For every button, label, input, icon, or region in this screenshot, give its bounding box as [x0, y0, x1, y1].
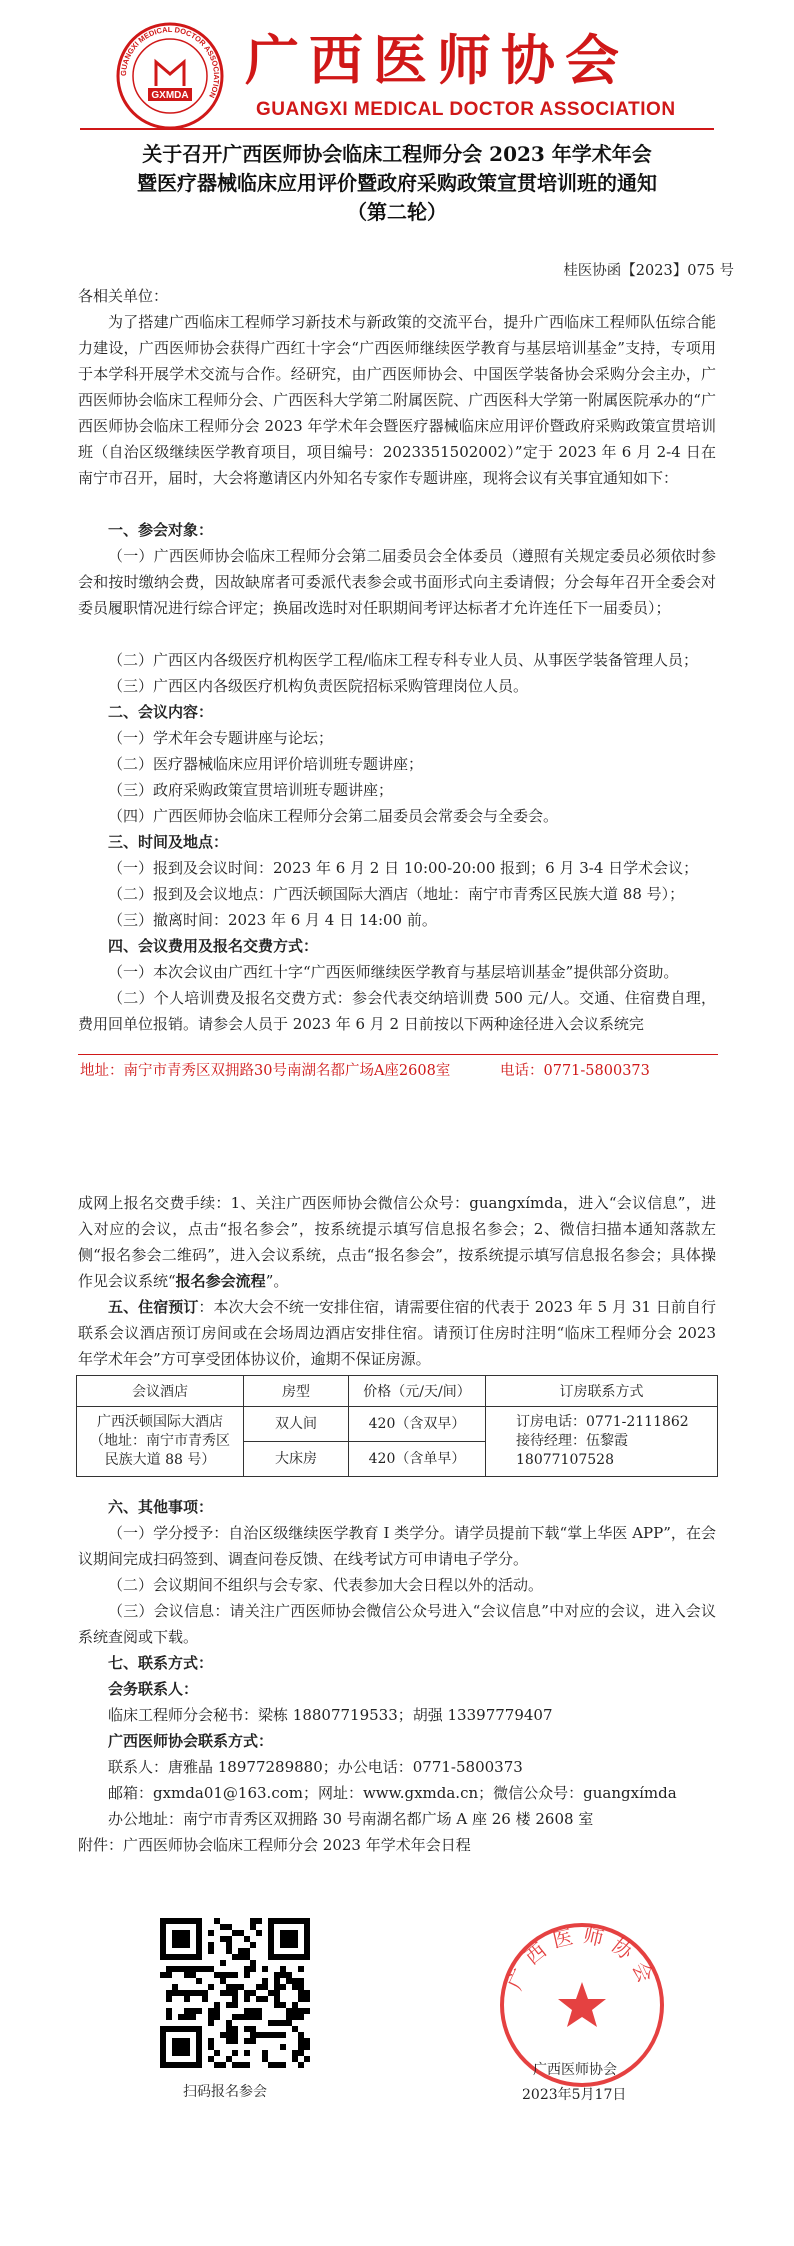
contact-sub-heading-1: 会务联系人： — [108, 1680, 199, 1698]
title-line-1: 关于召开广西医师协会临床工程师分会 2023 年学术年会 — [142, 142, 652, 166]
hotel-address-2: 民族大道 88 号） — [104, 1452, 216, 1468]
attachment-note: 附件：广西医师协会临床工程师分会 2023 年学术年会日程 — [78, 1836, 471, 1854]
logo-text: GXMDA — [151, 90, 189, 101]
section-1-item-1: （一）广西医师协会临床工程师分会第二届委员会全体委员（遵照有关规定委员必须依时参会和按时缴纳会费，因故缺席者可委派代表参会或书面形式向主委请假；分会每年召开全委会对委员履职情况进行综合评定；换届改选时对任职期间考评达标者才允许连任下一届委员）； — [78, 547, 716, 617]
footer-divider — [78, 1054, 718, 1055]
registration-flow-link: 报名参会流程 — [175, 1272, 266, 1290]
table-header-room-type: 房型 — [244, 1376, 349, 1407]
section-2-item-3: （三）政府采购政策宣贯培训班专题讲座； — [108, 781, 394, 799]
table-header-price: 价格（元/天/间） — [349, 1376, 486, 1407]
price-cell: 420（含双早） — [349, 1407, 486, 1442]
booking-phone: 订房电话：0771-2111862 — [516, 1414, 689, 1430]
registration-text-end: ”。 — [265, 1272, 289, 1290]
table-row — [77, 1407, 718, 1442]
section-5-paragraph — [78, 1294, 716, 1372]
contact-email-web: 邮箱：gxmda01@163.com；网址：www.gxmda.cn；微信公众号：guangxímda — [108, 1784, 677, 1802]
section-6-item-2: （二）会议期间不组织与会专家、代表参加大会日程以外的活动。 — [108, 1576, 544, 1594]
logo-ring-text: GUANGXI MEDICAL DOCTOR ASSOCIATION — [118, 24, 222, 100]
contact-sub-heading-2: 广西医师协会联系方式： — [108, 1732, 274, 1750]
contact-office-address: 办公地址：南宁市青秀区双拥路 30 号南湖名都广场 A 座 26 楼 2608 室 — [108, 1810, 594, 1828]
hotel-cell — [77, 1407, 244, 1477]
org-name-en: GUANGXI MEDICAL DOCTOR ASSOCIATION — [256, 99, 676, 120]
room-type-cell: 大床房 — [244, 1442, 349, 1477]
hotel-name: 广西沃顿国际大酒店 — [97, 1414, 223, 1430]
table-header-row — [77, 1376, 718, 1407]
section-4-item-2-part-2 — [78, 1190, 716, 1294]
registration-qr-code[interactable] — [160, 1918, 310, 2068]
title-line-2: 暨医疗器械临床应用评价暨政府采购政策宣贯培训班的通知 — [137, 171, 657, 195]
table-header-contact: 订房联系方式 — [486, 1376, 718, 1407]
section-5-heading: 五、住宿预订 — [108, 1298, 199, 1316]
section-6-item-3: （三）会议信息：请关注广西医师协会微信公众号进入“会议信息”中对应的会议，进入会议系统查阅或下载。 — [78, 1602, 716, 1646]
header-divider — [80, 128, 714, 130]
section-4-item-1: （一）本次会议由广西红十字“广西医师继续医学教育与基层培训基金”提供部分资助。 — [108, 963, 679, 981]
contact-cell — [486, 1407, 718, 1477]
signature-org: 广西医师协会 — [533, 2062, 617, 2078]
contact-secretary: 临床工程师分会秘书：梁栋 18807719533；胡强 13397779407 — [108, 1706, 553, 1724]
section-3-heading: 三、时间及地点： — [108, 833, 229, 851]
section-6-item-1: （一）学分授予：自治区级继续医学教育 I 类学分。请学员提前下载“掌上华医 APP”，在会议期间完成扫码签到、调查问卷反馈、在线考试方可申请电子学分。 — [78, 1524, 716, 1568]
association-logo — [116, 22, 224, 130]
section-5-text: ：本次大会不统一安排住宿，请需要住宿的代表于 2023 年 5 月 31 日前自行联系会议酒店预订房间或在会场周边酒店安排住宿。请预订住房时注明“临床工程师分会 2023 年学术年会”方可享受团体协议价，逾期不保证房源。 — [78, 1298, 716, 1368]
seal-star-icon — [558, 1982, 606, 2027]
section-2-item-1: （一）学术年会专题讲座与论坛； — [108, 729, 334, 747]
seal-ring-text: 广西医师协会 — [502, 1922, 662, 1994]
contact-person: 联系人：唐雅晶 18977289880；办公电话：0771-5800373 — [108, 1758, 523, 1776]
intro-paragraph: 为了搭建广西临床工程师学习新技术与新政策的交流平台，提升广西临床工程师队伍综合能力建设，广西医师协会获得广西红十字会“广西医师继续医学教育与基层培训基金”支持，专项用于本学科开展学术交流与合作。经研究，由广西医师协会、中国医学装备协会采购分会主办，广西医师协会临床工程师分会、广西医科大学第二附属医院、广西医科大学第一附属医院承办的“广西医师协会临床工程师分会 2023 年学术年会暨医疗器械临床应用评价暨政府采购政策宣贯培训班（自治区级继续医学教育项目，项目编号：2023351502002）”定于 2023 年 6 月 2-4 日在南宁市召开，届时，大会将邀请区内外知名专家作专题讲座，现将会议有关事宜通知如下： — [78, 313, 716, 487]
signature-date: 2023年5月17日 — [522, 2087, 627, 2103]
section-3-item-1: （一）报到及会议时间：2023 年 6 月 2 日 10:00-20:00 报到；6 月 3-4 日学术会议； — [108, 859, 699, 877]
section-7-heading: 七、联系方式： — [108, 1654, 214, 1672]
qr-caption: 扫码报名参会 — [183, 2084, 267, 2100]
price-cell: 420（含单早） — [349, 1442, 486, 1477]
reception-manager: 接待经理：伍黎霞 18077107528 — [516, 1433, 628, 1468]
registration-text: 成网上报名交费手续：1、关注广西医师协会微信公众号：guangxímda，进入“会议信息”，进入对应的会议，点击“报名参会”，按系统提示填写信息报名参会；2、微信扫描本通知落款左侧“报名参会二维码”，进入会议系统，点击“报名参会”，按系统提示填写信息报名参会；具体操作见会议系统“ — [78, 1194, 716, 1290]
section-3-item-2: （二）报到及会议地点：广西沃顿国际大酒店（地址：南宁市青秀区民族大道 88 号）； — [108, 885, 685, 903]
org-name-cn: 广西医师协会 — [245, 28, 629, 92]
footer-phone: 电话：0771-5800373 — [500, 1063, 650, 1079]
section-6-heading: 六、其他事项： — [108, 1498, 214, 1516]
footer-address: 地址：南宁市青秀区双拥路30号南湖名都广场A座2608室 — [80, 1063, 451, 1079]
room-type-cell: 双人间 — [244, 1407, 349, 1442]
hotel-address-1: （地址：南宁市青秀区 — [90, 1433, 230, 1449]
section-2-item-2: （二）医疗器械临床应用评价培训班专题讲座； — [108, 755, 424, 773]
section-2-heading: 二、会议内容： — [108, 703, 214, 721]
section-1-item-2: （二）广西区内各级医疗机构医学工程/临床工程专科专业人员、从事医学装备管理人员； — [108, 651, 699, 669]
section-4-heading: 四、会议费用及报名交费方式： — [108, 937, 319, 955]
hotel-table — [76, 1375, 718, 1477]
table-header-hotel: 会议酒店 — [77, 1376, 244, 1407]
title-line-3: （第二轮） — [347, 200, 447, 224]
document-number: 桂医协函【2023】075 号 — [563, 263, 734, 279]
section-1-item-3: （三）广西区内各级医疗机构负责医院招标采购管理岗位人员。 — [108, 677, 529, 695]
salutation: 各相关单位： — [78, 287, 169, 305]
section-1-heading: 一、参会对象： — [108, 521, 214, 539]
section-2-item-4: （四）广西医师协会临床工程师分会第二届委员会常委会与全委会。 — [108, 807, 559, 825]
section-3-item-3: （三）撤离时间：2023 年 6 月 4 日 14:00 前。 — [108, 911, 437, 929]
section-4-item-2-part-1: （二）个人培训费及报名交费方式：参会代表交纳培训费 500 元/人。交通、住宿费自理，费用回单位报销。请参会人员于 2023 年 6 月 2 日前按以下两种途径进入会议系统完 — [78, 989, 716, 1033]
